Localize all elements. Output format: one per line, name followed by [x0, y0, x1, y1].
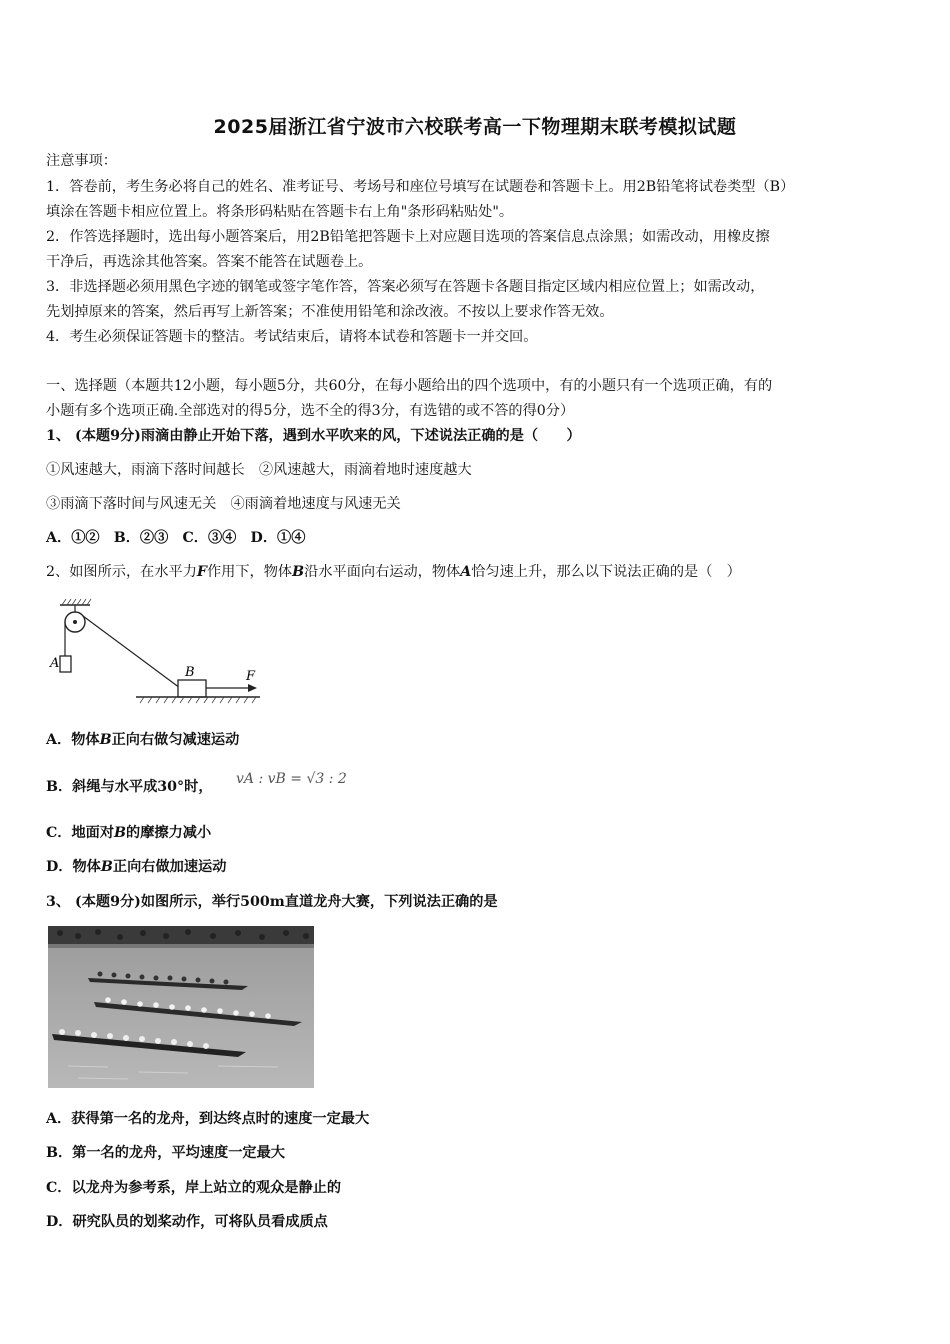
dragon-boat-photo: [48, 926, 314, 1088]
q2-stem-part-3: 沿水平面向右运动，物体: [304, 564, 461, 580]
q2-stem-part-4: 恰匀速上升，那么以下说法正确的是（ ）: [471, 564, 741, 580]
q1-options: A．①② B．②③ C．③④ D．①④: [46, 530, 306, 546]
q3-option-d: D．研究队员的划桨动作，可将队员看成质点: [46, 1214, 328, 1230]
q1-statement-2: ③雨滴下落时间与风速无关 ④雨滴着地速度与风速无关: [46, 496, 401, 512]
section-heading-line-2: 小题有多个选项正确.全部选对的得5分，选不全的得3分，有选错的或不答的得0分）: [46, 403, 575, 419]
q2-option-c: [46, 824, 211, 842]
notice-heading: 注意事项：: [46, 153, 117, 169]
q1-stem: 1、 (本题9分)雨滴由静止开始下落，遇到水平吹来的风，下述说法正确的是（ ）: [46, 428, 581, 444]
q2-var-A: A: [460, 564, 472, 580]
q2-stem: [46, 563, 741, 581]
rope-to-B: [83, 616, 180, 688]
q3-option-c: C．以龙舟为参考系，岸上站立的观众是静止的: [46, 1180, 342, 1196]
notice-line-2: 填涂在答题卡相应位置上。将条形码粘贴在答题卡右上角"条形码粘贴处"。: [46, 204, 514, 220]
notice-line-6: 先划掉原来的答案，然后再写上新答案；不准使用铅笔和涂改液。不按以上要求作答无效。: [46, 304, 614, 320]
notice-line-3: 2．作答选择题时，选出每小题答案后，用2B铅笔把答题卡上对应题目选项的答案信息点涂黑；如需改动，用橡皮擦: [46, 229, 770, 245]
shore-crowd: [48, 926, 314, 944]
label-F: F: [246, 669, 256, 684]
q2-stem-part-2: 作用下，物体: [206, 564, 293, 580]
q3-option-b: B．第一名的龙舟，平均速度一定最大: [46, 1145, 285, 1161]
pulley-axle: [73, 620, 77, 624]
q3-stem: 3、 (本题9分)如图所示，举行500m直道龙舟大赛，下列说法正确的是: [46, 894, 498, 910]
q2-option-c-suffix: 的摩擦力减小: [126, 825, 212, 841]
q1-statement-1: ①风速越大，雨滴下落时间越长 ②风速越大，雨滴着地时速度越大: [46, 462, 472, 478]
q2-option-b: [46, 778, 213, 796]
q3-option-a: A．获得第一名的龙舟，到达终点时的速度一定最大: [46, 1111, 370, 1127]
block-B: [178, 680, 206, 697]
q2-option-a: [46, 731, 239, 749]
notice-line-4: 干净后，再选涂其他答案。答案不能答在试题卷上。: [46, 254, 373, 270]
q2-option-d-var: B: [100, 859, 113, 875]
q2-option-d-prefix: D．物体: [46, 859, 101, 875]
page-title: 2025届浙江省宁波市六校联考高一下物理期末联考模拟试题: [213, 116, 737, 138]
q2-option-d-suffix: 正向右做加速运动: [112, 859, 227, 875]
force-arrow-head: [248, 684, 257, 692]
notice-line-1: 1．答卷前，考生务必将自己的姓名、准考证号、考场号和座位号填写在试题卷和答题卡上。用2B铅笔将试卷类型（B）: [46, 179, 795, 195]
section-heading-line-1: 一、选择题（本题共12小题，每小题5分，共60分，在每小题给出的四个选项中，有的小题只有一个选项正确，有的: [46, 378, 773, 394]
water-background: [48, 926, 314, 1088]
block-A: [60, 656, 71, 672]
notice-line-5: 3．非选择题必须用黑色字迹的钢笔或签字笔作答，答案必须写在答题卡各题目指定区域内相应位置上；如需改动，: [46, 279, 765, 295]
notice-line-7: 4．考生必须保证答题卡的整洁。考试结束后，请将本试卷和答题卡一并交回。: [46, 329, 538, 345]
q2-option-a-suffix: 正向右做匀减速运动: [111, 732, 240, 748]
ceiling-hatch: [62, 599, 91, 605]
pulley-diagram: [48, 596, 268, 708]
shore-edge: [48, 944, 314, 948]
label-B: B: [185, 665, 195, 680]
q2-var-F: F: [196, 564, 207, 580]
q2-var-B: B: [292, 564, 305, 580]
q2-option-c-var: B: [114, 825, 127, 841]
label-A: A: [50, 656, 60, 671]
q2-option-c-prefix: C．地面对: [46, 825, 115, 841]
ground-hatch: [140, 697, 256, 703]
q2-option-b-formula: vA : vB = √3 : 2: [236, 771, 347, 787]
q2-option-a-var: B: [99, 732, 112, 748]
q2-option-b-text: B．斜绳与水平成30°时，: [46, 779, 213, 795]
q2-option-d: [46, 858, 226, 876]
q2-stem-part-1: 2、如图所示，在水平力: [46, 564, 197, 580]
q2-option-a-prefix: A．物体: [46, 732, 100, 748]
